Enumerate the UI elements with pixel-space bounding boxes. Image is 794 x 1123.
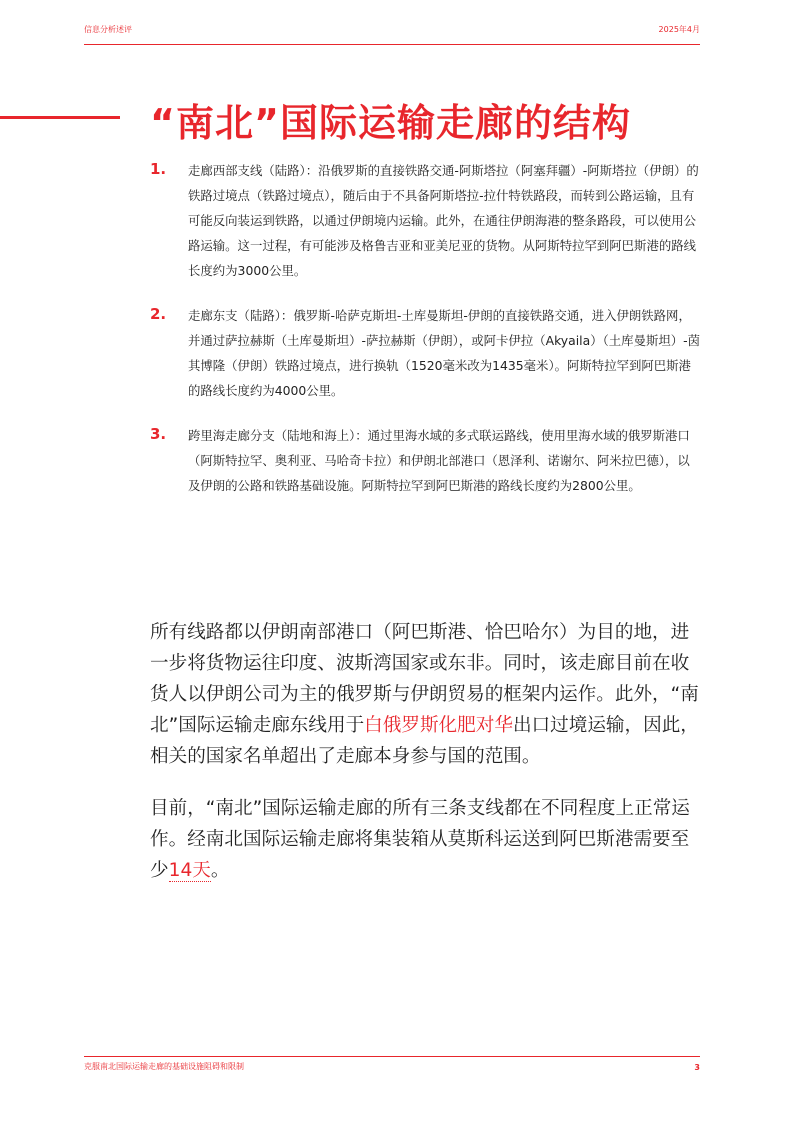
list-item-text: 走廊西部支线（陆路）：沿俄罗斯的直接铁路交通-阿斯塔拉（阿塞拜疆）-阿斯塔拉（伊朗）的铁路过境点（铁路过境点），随后由于不具备阿斯塔拉-拉什特铁路段，而转到公路运输，且有可能反向装运到铁路，以通过伊朗境内运输。此外，在通往伊朗海港的整条路段，可以使用公路运输。这一过程，有可能涉及格鲁吉亚和亚美尼亚的货物。从阿斯特拉罕到阿巴斯港的路线长度约为3000公里。 xyxy=(188,163,699,278)
paragraph-text: 。 xyxy=(210,860,230,881)
list-item-text: 跨里海走廊分支（陆地和海上）：通过里海水域的多式联运路线，使用里海水域的俄罗斯港口（阿斯特拉罕、奥利亚、马哈奇卡拉）和伊朗北部港口（恩泽利、诺谢尔、阿米拉巴德），以及伊朗的公路和铁路基础设施。阿斯特拉罕到阿巴斯港的路线长度约为2800公里。 xyxy=(188,428,690,493)
page-number: 3 xyxy=(694,1063,700,1072)
highlighted-phrase: 14天 xyxy=(168,860,211,881)
list-item-number: 1. xyxy=(150,160,167,178)
page-footer xyxy=(84,1056,700,1072)
list-item xyxy=(150,303,700,403)
title-accent-rule xyxy=(0,116,120,119)
page-header xyxy=(84,22,700,45)
header-date: 2025年4月 xyxy=(658,25,700,34)
footer-report-title: 克服南北国际运输走廊的基础设施阻碍和限制 xyxy=(84,1062,244,1071)
header-section-name: 信息分析述评 xyxy=(84,25,132,34)
body-paragraph-destinations xyxy=(150,617,700,772)
list-item-number: 3. xyxy=(150,425,167,443)
paragraph-text: 出口过境运输，因此，相关的国家名单超出了走廊本身参与国的范围。 xyxy=(150,715,699,767)
highlighted-phrase: 白俄罗斯化肥对华 xyxy=(364,715,513,736)
list-item-text: 走廊东支（陆路）：俄罗斯-哈萨克斯坦-土库曼斯坦-伊朗的直接铁路交通，进入伊朗铁路网，并通过萨拉赫斯（土库曼斯坦）-萨拉赫斯（伊朗），或阿卡伊拉（Akyaila）（土库曼斯坦）-茵其博隆（伊朗）铁路过境点，进行换轨（1520毫米改为1435毫米）。阿斯特拉罕到阿巴斯港的路线长度约为4000公里。 xyxy=(188,308,700,398)
list-item-number: 2. xyxy=(150,305,167,323)
list-item xyxy=(150,423,700,498)
paragraph-text: 目前，“南北”国际运输走廊的所有三条支线都在不同程度上正常运作。经南北国际运输走廊将集装箱从莫斯科运送到阿巴斯港需要至少 xyxy=(150,798,690,881)
list-item xyxy=(150,158,700,283)
body-paragraph-status xyxy=(150,793,700,886)
paragraph-text: 所有线路都以伊朗南部港口（阿巴斯港、恰巴哈尔）为目的地，进一步将货物运往印度、波斯湾国家或东非。同时，该走廊目前在收货人以伊朗公司为主的俄罗斯与伊朗贸易的框架内运作。此外，“南北”国际运输走廊东线用于 xyxy=(150,622,699,736)
route-list xyxy=(150,158,700,518)
page-title: “南北”国际运输走廊的结构 xyxy=(150,101,631,145)
